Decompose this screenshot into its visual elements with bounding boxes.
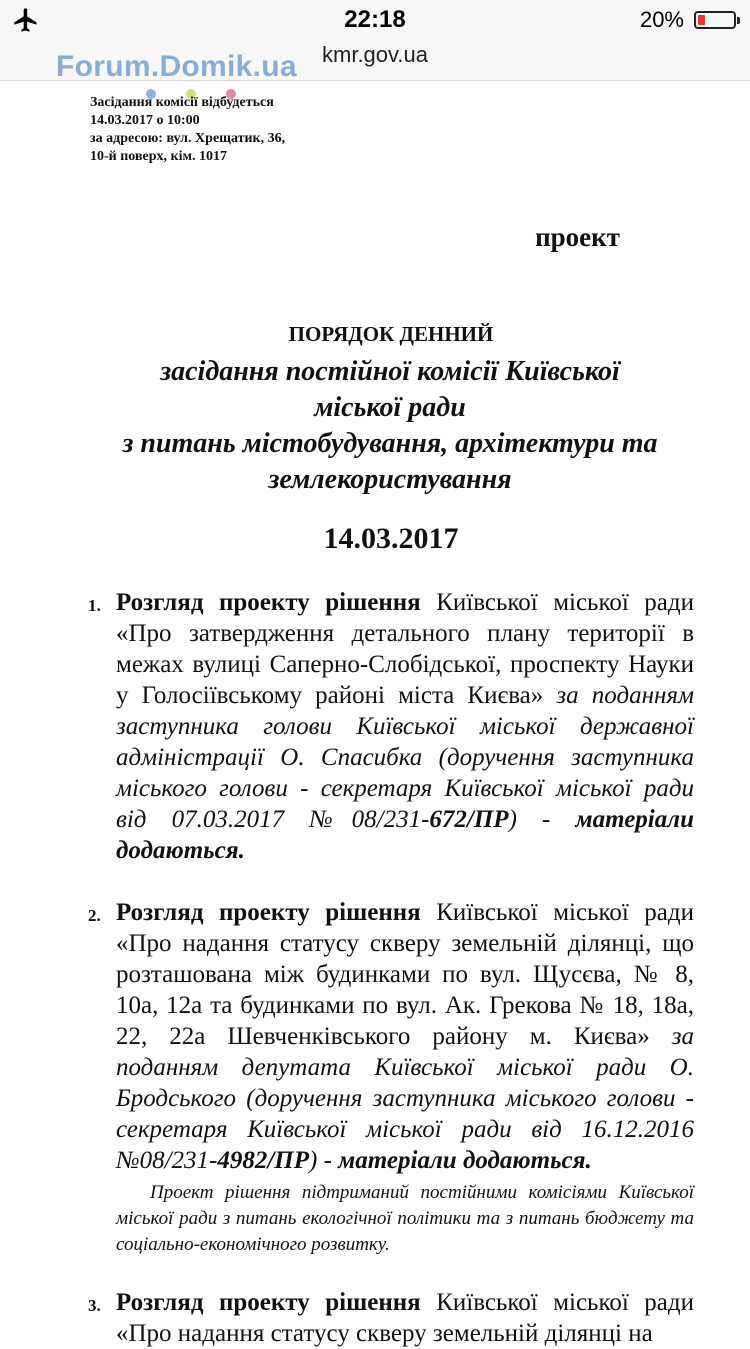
draft-label: проект	[535, 222, 620, 252]
item-lead: Розгляд проекту рішення	[116, 899, 421, 926]
item-note: Проект рішення підтриманий постійними комісіями Київської міської ради з питань екологічної політики та з питань бюджету та соціально-економічного розвитку.	[116, 1182, 694, 1255]
committee-title-line: землекористування	[268, 464, 512, 495]
item-text: Київської міської ради «Про затвердження детального плану території в межах вулиці Саперно-Слобідської, проспекту Науки у Голосіївському районі міста Києва»	[116, 589, 694, 709]
item-separator: ) -	[309, 1147, 339, 1174]
meeting-info-line: за адресою: вул. Хрещатик, 36,	[90, 131, 286, 146]
item-lead: Розгляд проекту рішення	[116, 1289, 421, 1316]
battery-icon	[694, 11, 736, 29]
url-text[interactable]: kmr.gov.ua	[322, 42, 428, 67]
item-text: Київської міської ради «Про надання статусу скверу земельній ділянці на	[116, 1289, 694, 1347]
meeting-info-line: 10-й поверх, кім. 1017	[90, 149, 227, 164]
item-lead: Розгляд проекту рішення	[116, 589, 421, 616]
battery-percent: 20%	[639, 7, 684, 32]
meeting-info-line: Засідання комісії відбудеться	[90, 95, 274, 110]
committee-title	[80, 354, 700, 498]
agenda-title: ПОРЯДОК ДЕННИЙ	[288, 322, 494, 346]
meeting-info	[90, 94, 285, 166]
item-order-number: 672/ПР	[429, 806, 509, 833]
status-time: 22:18	[344, 6, 406, 33]
item-materials: матеріали додаються.	[338, 1147, 592, 1174]
agenda-item	[88, 897, 694, 1258]
committee-title-line: з питань містобудування, архітектури та	[122, 428, 658, 459]
item-separator: ) -	[508, 806, 576, 833]
item-submitted-by: за поданням заступника голови Київської міської державної адміністрації О. Спасибка (доручення заступника міського голови - секретаря Київської міської ради від 07.03.2017 №08/231-	[116, 682, 695, 833]
item-submitted-by: за поданням депутата Київської міської ради О. Бродського (доручення заступника міського голови - секретаря Київської міської ради від 16.12.2016 №08/231-	[116, 1023, 694, 1174]
committee-title-line: міської ради	[314, 392, 466, 423]
agenda-item	[88, 1287, 694, 1349]
agenda-item	[88, 587, 695, 866]
agenda-date: 14.03.2017	[323, 522, 459, 555]
watermark-logo: Forum.Domik.ua	[56, 50, 297, 83]
item-number: 3.	[88, 1296, 101, 1315]
item-text: Київської міської ради «Про надання статусу скверу земельній ділянці, що розташована між будинками по вул. Щусєва, № 8, 10а, 12а та будинками по вул. Ак. Грекова № 18, 18а, 22, 22а Шевченківського району м. Києва»	[116, 899, 694, 1050]
item-number: 1.	[88, 596, 101, 615]
item-order-number: 4982/ПР	[217, 1147, 310, 1174]
meeting-info-line: 14.03.2017 о 10:00	[90, 113, 200, 128]
item-number: 2.	[88, 906, 101, 925]
committee-title-line: засідання постійної комісії Київської	[160, 356, 620, 387]
battery-level	[698, 15, 705, 25]
item-materials: матеріали додаються.	[116, 806, 694, 864]
status-bar	[0, 0, 750, 40]
